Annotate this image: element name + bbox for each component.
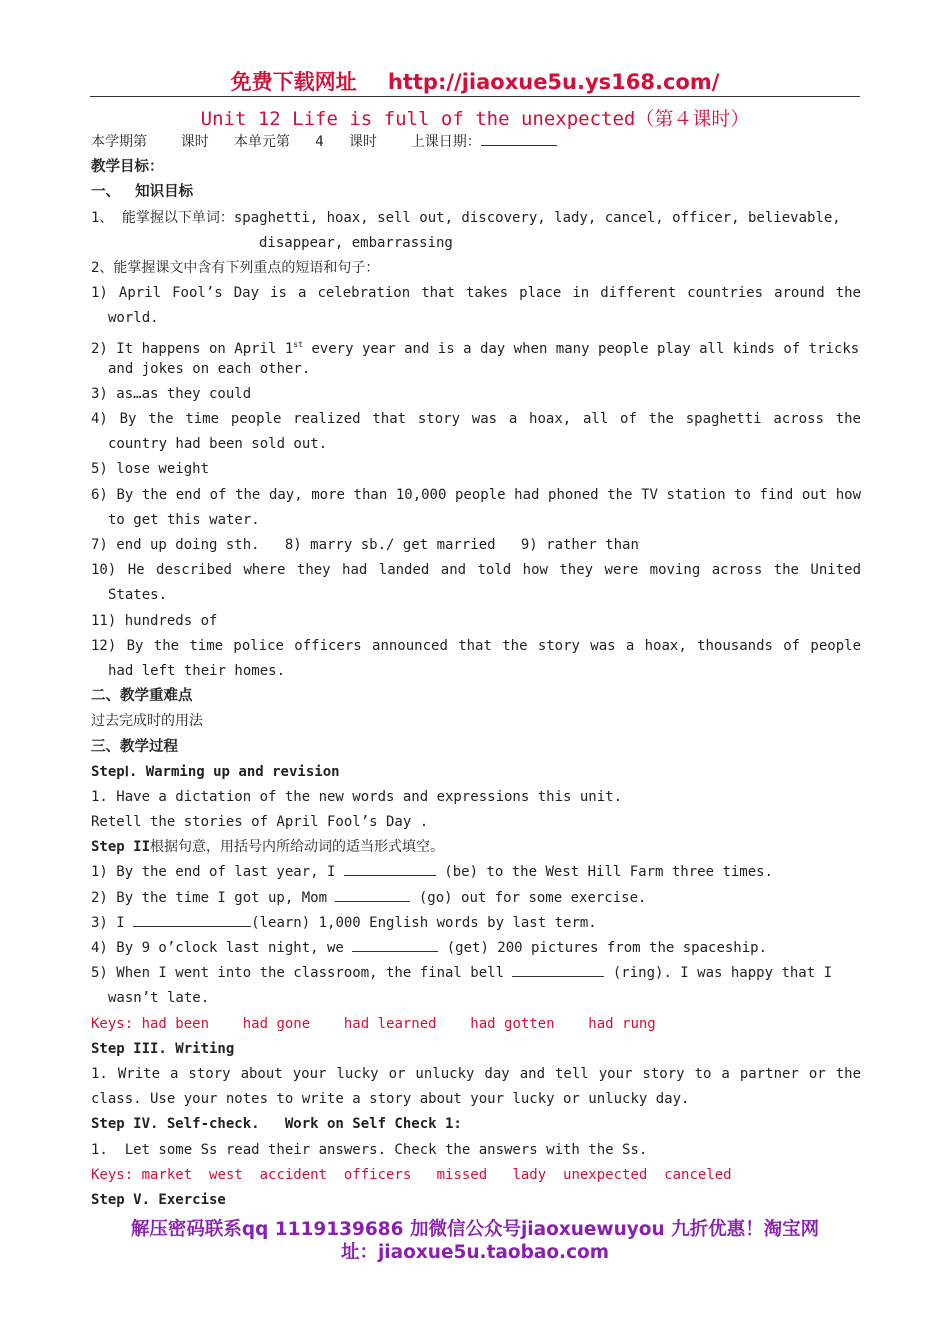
question-1: 1) By the end of last year, I (be) to the West Hill Farm three times. [91, 860, 861, 885]
step-5-heading: Step V. Exercise [91, 1191, 226, 1208]
section-difficult: 二、教学重难点 [91, 688, 193, 705]
document-body [91, 130, 861, 1213]
phrase-5: 5) lose weight [91, 461, 210, 478]
date-blank [481, 130, 557, 146]
phrase-2-cont: and jokes on each other. [108, 360, 311, 377]
phrase-11: 11) hundreds of [91, 612, 218, 629]
keys-step-4: Keys: market west accident officers missed lady unexpected canceled [91, 1166, 732, 1183]
header-label: 免费下载网址 [230, 70, 357, 94]
step-2-heading: Step II根据句意，用括号内所给动词的适当形式填空。 [91, 839, 445, 856]
question-2: 2) By the time I got up, Mom (go) out for some exercise. [91, 886, 861, 911]
section-goals: 教学目标： [91, 159, 164, 176]
header-url-link[interactable]: http://jiaoxue5u.ys168.com/ [387, 70, 720, 94]
step-4-heading: Step IV. Self-check. Work on Self Check 1: [91, 1116, 462, 1133]
phrase-6: 6) By the end of the day, more than 10,000 people had phoned the TV station to find out how [91, 486, 861, 503]
phrase-4: 4) By the time people realized that story was a hoax, all of the spaghetti across the [91, 411, 861, 428]
answer-blank-5[interactable] [512, 961, 604, 977]
answer-blank-4[interactable] [352, 936, 438, 952]
step-3-item-1: 1. Write a story about your lucky or unlucky day and tell your story to a partner or the [91, 1065, 861, 1082]
phrase-12: 12) By the time police officers announced that the story was a hoax, thousands of people [91, 637, 861, 654]
step-3-heading: Step III. Writing [91, 1040, 235, 1057]
item-1-cont: disappear, embarrassing [259, 234, 453, 251]
phrase-7-9: 7) end up doing sth. 8) marry sb./ get married 9) rather than [91, 537, 639, 553]
phrase-4-cont: country had been sold out. [108, 436, 328, 453]
keys-step-2: Keys: had been had gone had learned had gotten had rung [91, 1015, 656, 1032]
phrase-6-cont: to get this water. [108, 511, 260, 528]
phrase-2: 2) It happens on April 1st every year and is a day when many people play all kinds of tricks [91, 339, 860, 357]
footer-line-2[interactable]: 址：jiaoxue5u.taobao.com [340, 1242, 610, 1263]
question-5-cont: wasn’t late. [108, 990, 210, 1007]
phrase-10: 10) He described where they had landed and told how they were moving across the United [91, 562, 861, 579]
phrase-1: 1) April Fool’s Day is a celebration that takes place in different countries around the [91, 285, 861, 302]
section-process: 三、教学过程 [91, 738, 178, 755]
phrase-3: 3) as…as they could [91, 385, 252, 402]
item-2: 2、能掌握课文中含有下列重点的短语和句子： [91, 259, 380, 276]
phrase-1-cont: world. [108, 310, 159, 327]
answer-blank-3[interactable] [133, 911, 251, 927]
page-header [90, 66, 860, 97]
phrase-10-cont: States. [108, 587, 168, 604]
question-4: 4) By 9 o’clock last night, we (get) 200 pictures from the spaceship. [91, 936, 861, 961]
step-3-item-2: class. Use your notes to write a story about your lucky or unlucky day. [91, 1091, 690, 1108]
answer-blank-1[interactable] [344, 860, 436, 876]
difficult-text: 过去完成时的用法 [91, 713, 203, 730]
page-title: Unit 12 Life is full of the unexpected（第４课时） [200, 108, 750, 130]
phrase-12-cont: had left their homes. [108, 662, 286, 679]
question-3: 3) I (learn) 1,000 English words by last term. [91, 911, 861, 936]
step-4-item-1: 1. Let some Ss read their answers. Check the answers with the Ss. [91, 1141, 648, 1158]
step-1-item-2: Retell the stories of April Fool’s Day . [91, 814, 429, 831]
item-1: 1、 能掌握以下单词：spaghetti, hoax, sell out, discovery, lady, cancel, officer, believable, [91, 209, 841, 226]
section-knowledge: 一、 知识目标 [91, 184, 194, 201]
step-1-item-1: 1. Have a dictation of the new words and expressions this unit. [91, 788, 623, 805]
question-5: 5) When I went into the classroom, the final bell (ring). I was happy that I [91, 961, 861, 986]
page-footer [90, 1218, 860, 1264]
meta-line: 本学期第 课时 本单元第 4 课时 上课日期： [91, 130, 861, 155]
footer-line-1: 解压密码联系qq 1119139686 加微信公众号jiaoxuewuyou 九折优惠！淘宝网 [130, 1219, 820, 1240]
answer-blank-2[interactable] [335, 886, 410, 902]
step-1-heading: StepⅠ. Warming up and revision [91, 763, 340, 780]
